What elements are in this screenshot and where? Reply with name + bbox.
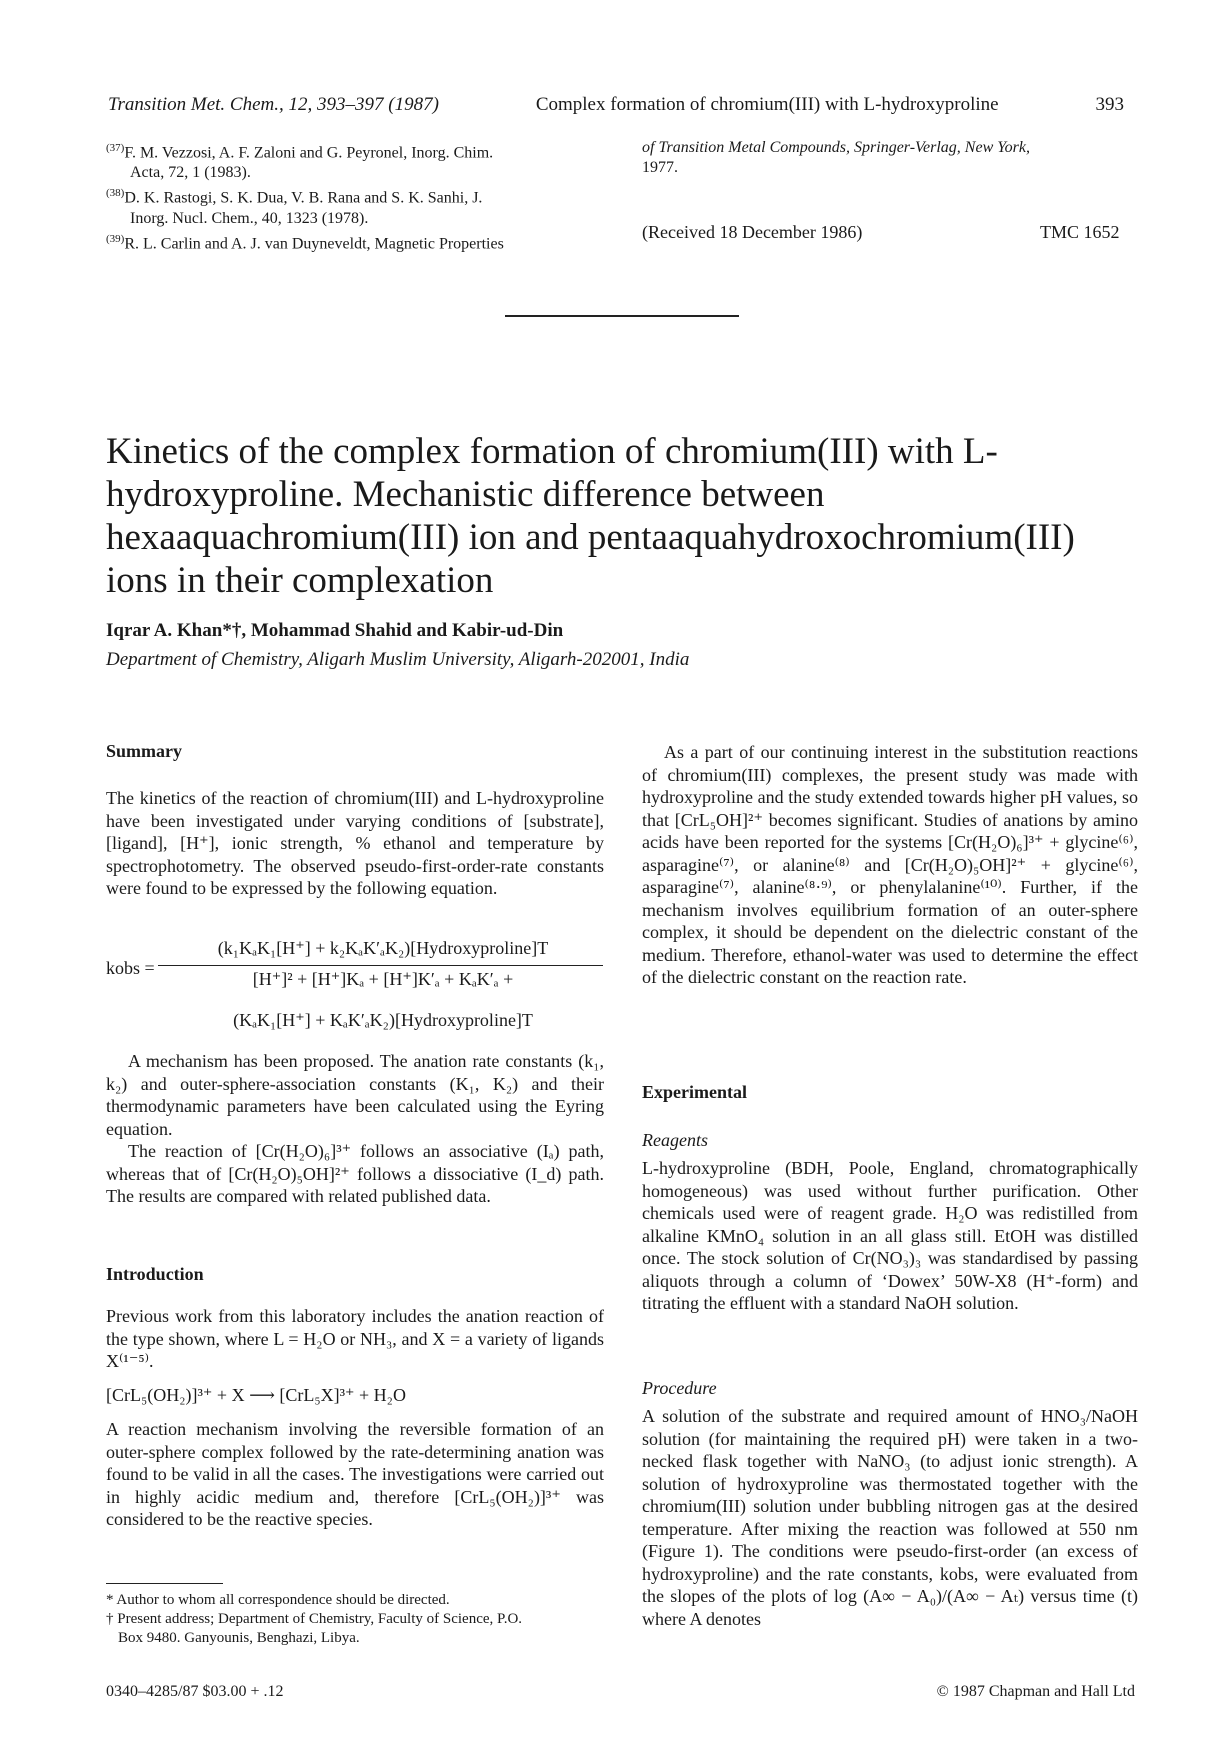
introduction-paragraph-2: A reaction mechanism involving the reversible formation of an outer-sphere complex followed by the rate-determining anation was found to be valid in all the cases. The investigations were carried out in highly acidic medium and, therefore [CrL₅(OH₂)]³⁺ was considered to be the reactive species. (106, 1419, 604, 1529)
procedure-heading: Procedure (642, 1378, 717, 1398)
summary-mechanism-text (106, 1050, 604, 1208)
reference-39-continued: of Transition Metal Compounds, Springer-Verlag, New York, 1977. (642, 139, 1031, 176)
footnote-present-address: † Present address; Department of Chemistry, Faculty of Science, P.O. (106, 1611, 523, 1627)
running-head (108, 94, 1124, 116)
previous-article-references (106, 138, 606, 254)
tmc-code: TMC 1652 (1040, 222, 1120, 242)
reference-39: $^{(39)}$R. L. Carlin and A. J. van Duyneveldt, Magnetic Properties (106, 232, 504, 252)
introduction-paragraph-1: Previous work from this laboratory includes the anation reaction of the type shown, where L = H₂O or NH₃, and X = a variety of ligands X⁽¹⁻⁵⁾. (106, 1306, 604, 1371)
intro-continuation-paragraph: As a part of our continuing interest in the substitution reactions of chromium(III) complexes, the present study was made with hydroxyproline and the study extended towards higher pH values, so that [CrL₅OH]²⁺ becomes significant. Studies of anations by amino acids have been reported for the systems [Cr(H₂O)₆]³⁺ + glycine⁽⁶⁾, asparagine⁽⁷⁾, or alanine⁽⁸⁾ and [Cr(H₂O)₅OH]²⁺ + glycine⁽⁶⁾, asparagine⁽⁷⁾, alanine⁽⁸·⁹⁾, or phenylalanine⁽¹⁰⁾. Further, if the mechanism involves equilibrium formation of an outer-sphere complex, it should be dependent on the dielectric constant of the medium. Therefore, ethanol-water was used to determine the effect of the dielectric constant on the reaction rate. (642, 742, 1138, 987)
summary-paragraph-3: The reaction of [Cr(H₂O)₆]³⁺ follows an associative (Iₐ) path, whereas that of [Cr(H₂O)₅OH]²⁺ follows a dissociative (I_d) path. The results are compared with related published data. (106, 1141, 604, 1206)
introduction-heading: Introduction (106, 1264, 204, 1284)
footnote-present-address-cont: Box 9480. Ganyounis, Benghazi, Libya. (118, 1630, 360, 1646)
reagents-paragraph: L-hydroxyproline (BDH, Poole, England, chromatographically homogeneous) was used without further purification. Other chemicals used were of reagent grade. H₂O was redistilled from alkaline KMnO₄ solution in an all glass still. EtOH was distilled once. The stock solution of Cr(NO₃)₃ was standardised by passing aliquots through a column of ‘Dowex’ 50W-X8 (H⁺-form) and titrating the effluent with a standard NaOH solution. (642, 1158, 1138, 1313)
equation-numerator: (k₁KₐK₁[H⁺] + k₂KₐK′ₐK₂)[Hydroxyproline]T (217, 938, 549, 958)
copyright-line: © 1987 Chapman and Hall Ltd (936, 1683, 1135, 1700)
procedure-paragraph: A solution of the substrate and required amount of HNO₃/NaOH solution (for maintaining the required pH) were taken in a two-necked flask together with NaNO₃ (to adjust ionic strength). A solution of hydroxyproline was thermostated together with the chromium(III) solution under bubbling nitrogen gas at the desired temperature. After mixing the reaction was followed at 550 nm (Figure 1). The conditions were pseudo-first-order (an excess of hydroxyproline) and the rate constants, kobs, were evaluated from the slopes of the plots of log (A∞ − A₀)/(A∞ − Aₜ) versus time (t) where A denotes (642, 1406, 1138, 1629)
reference-37: $^{(37)}$F. M. Vezzosi, A. F. Zaloni and G. Peyronel, Inorg. Chim. Acta, 72, 1 (1983). (106, 142, 494, 182)
summary-paragraph: The kinetics of the reaction of chromium(III) and L-hydroxyproline have been investigated under varying conditions of [substrate], [ligand], [H⁺], ionic strength, % ethanol and temperature by spectrophotometry. The observed pseudo-first-order-rate constants were found to be expressed by the following equation. (106, 788, 604, 898)
summary-paragraph-2: A mechanism has been proposed. The anation rate constants (k₁, k₂) and outer-sphere-association constants (K₁, K₂) and their thermodynamic parameters have been calculated using the Eyring equation. (106, 1051, 604, 1139)
journal-citation: Transition Met. Chem., 12, 393–397 (1987) (108, 94, 439, 115)
running-title: Complex formation of chromium(III) with L-hydroxyproline (535, 94, 999, 115)
footnote-corresponding: * Author to whom all correspondence should be directed. (106, 1592, 450, 1608)
footnote-rule (106, 1583, 223, 1584)
summary-heading: Summary (106, 741, 182, 761)
equation-denominator-line2: (KₐK₁[H⁺] + KₐK′ₐK₂)[Hydroxyproline]T (233, 1010, 533, 1030)
fraction-bar (158, 965, 603, 966)
equation-lhs: kobs = (106, 958, 155, 978)
affiliation: Department of Chemistry, Aligarh Muslim University, Aligarh-202001, India (106, 649, 690, 670)
experimental-heading: Experimental (642, 1082, 747, 1102)
reaction-equation: [CrL₅(OH₂)]³⁺ + X ⟶ [CrL₅X]³⁺ + H₂O (106, 1385, 406, 1405)
authors: Iqrar A. Khan*†, Mohammad Shahid and Kabir-ud-Din (106, 620, 564, 641)
footnotes (106, 1591, 604, 1648)
issn-line: 0340–4285/87 $03.00 + .12 (106, 1683, 284, 1700)
separator-rule (505, 315, 739, 317)
reference-38: $^{(38)}$D. K. Rastogi, S. K. Dua, V. B. Rana and S. K. Sanhi, J. Inorg. Nucl. Chem., 40, 1323 (1978). (106, 187, 483, 227)
rate-equation (106, 938, 604, 1048)
received-date: (Received 18 December 1986) (642, 222, 863, 242)
equation-denominator-line1: [H⁺]² + [H⁺]Kₐ + [H⁺]K′ₐ + KₐK′ₐ + (252, 969, 514, 989)
page-number: 393 (1095, 94, 1124, 115)
article-title: Kinetics of the complex formation of chromium(III) with L-hydroxyproline. Mechanistic difference between hexaaquachromium(III) ion and pentaaquahydroxochromium(III) ions in their complexation (106, 431, 1075, 601)
reagents-heading: Reagents (642, 1130, 708, 1150)
